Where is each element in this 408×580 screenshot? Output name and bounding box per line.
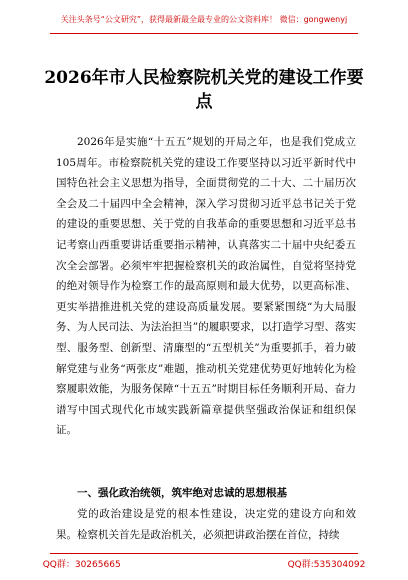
footer-qq-group-1: QQ群：30265665 bbox=[42, 560, 121, 570]
page-header: 关注头条号“公文研究”，获得最新最全最专业的公文资料库！ 微信：gongwenyj bbox=[60, 15, 348, 24]
page-footer bbox=[0, 557, 408, 570]
document-body bbox=[56, 132, 356, 441]
document-title: 2026年市人民检察院机关党的建设工作要点 bbox=[44, 68, 364, 112]
footer-qq-group-2: QQ群:535304092 bbox=[287, 560, 366, 570]
section-heading: 一、强化政治统领，筑牢绝对忠诚的思想根基 bbox=[77, 487, 287, 499]
section-body bbox=[56, 504, 356, 545]
body-paragraph: 党的政治建设是党的根本性建设，决定党的建设方向和效果。检察机关首先是政治机关，必须把讲政治摆在首位，持续 bbox=[56, 508, 356, 541]
header-divider bbox=[50, 33, 358, 34]
footer-divider bbox=[50, 553, 358, 554]
body-paragraph: 2026年是实施“十五五”规划的开局之年，也是我们党成立105周年。市检察院机关党的建设工作要坚持以习近平新时代中国特色社会主义思想为指导，全面贯彻党的二十大、二十届历次全会及二十届四中全会精神，深入学习贯彻习近平总书记关于党的建设的重要思想、关于党的自我革命的重要思想和习近平总书记考察山西重要讲话重要指示精神，认真落实二十届中央纪委五次全会部署。必须牢牢把握检察机关的政治属性，自觉将坚持党的绝对领导作为检察工作的最高原则和最大优势，以更高标准、更实举措推进机关党的建设高质量发展。要紧紧围绕“为大局服务、为人民司法、为法治担当”的履职要求，以打造学习型、落实型、服务型、创新型、清廉型的“五型机关”为重要抓手，着力破解党建与业务“两张皮”难题，推动机关党建优势更好地转化为检察履职效能，为服务保障“十五五”时期目标任务顺利开局、奋力谱写中国式现代化市域实践新篇章提供坚强政治保证和组织保证。 bbox=[56, 136, 356, 437]
